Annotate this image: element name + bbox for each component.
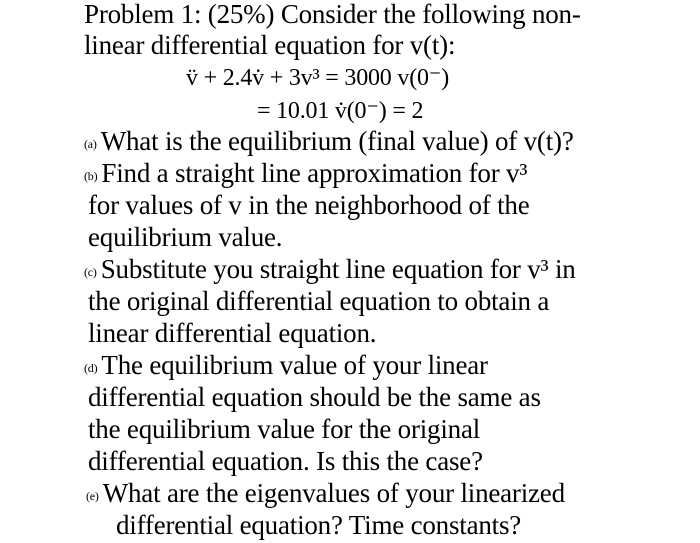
- part-d-line-3: the equilibrium value for the original: [88, 414, 481, 444]
- part-b-line-3: equilibrium value.: [88, 222, 283, 252]
- part-d: [84, 350, 488, 384]
- problem-intro-line-1: Problem 1: (25%) Consider the following non-: [84, 0, 581, 29]
- part-e-line-2: differential equation? Time constants?: [116, 510, 522, 540]
- part-d-tag: (d): [84, 361, 98, 375]
- part-b: [84, 158, 527, 192]
- part-c-line-2: the original differential equation to obtain a: [88, 286, 550, 316]
- part-a-tag: (a): [84, 137, 97, 151]
- part-b-line-1: Find a straight line approximation for v³: [101, 158, 528, 188]
- part-e-tag: (e): [86, 489, 99, 503]
- part-c: [84, 254, 576, 288]
- part-d-line-4: differential equation. Is this the case?: [88, 446, 483, 476]
- part-d-line-2: differential equation should be the same as: [88, 382, 541, 412]
- part-e: [86, 478, 565, 512]
- problem-intro-line-2: linear differential equation for v(t):: [84, 30, 456, 60]
- part-c-line-3: linear differential equation.: [88, 318, 377, 348]
- part-a: [84, 126, 574, 160]
- part-e-line-1: What are the eigenvalues of your linearized: [102, 478, 565, 508]
- part-c-tag: (c): [84, 265, 97, 279]
- equation-line-2: = 10.01 v̇(0⁻) = 2: [257, 98, 424, 124]
- equation-line-1: v̈ + 2.4v̇ + 3v³ = 3000 v(0⁻): [186, 65, 450, 91]
- part-d-line-1: The equilibrium value of your linear: [101, 350, 488, 380]
- part-b-tag: (b): [84, 169, 98, 183]
- part-b-line-2: for values of v in the neighborhood of the: [88, 190, 530, 220]
- part-c-line-1: Substitute you straight line equation for v³ in: [100, 254, 576, 284]
- part-a-line-1: What is the equilibrium (final value) of v(t)?: [100, 126, 574, 156]
